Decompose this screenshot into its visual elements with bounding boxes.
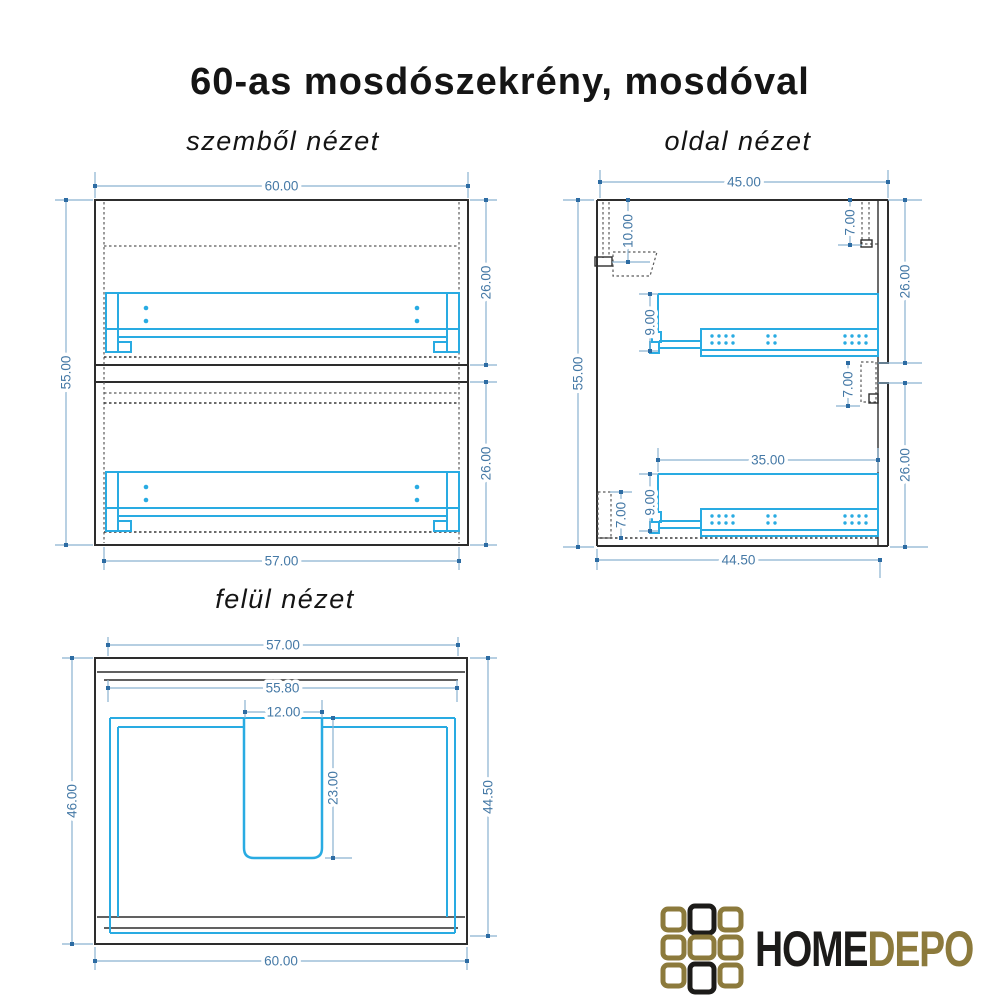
dim-front-width-bottom xyxy=(102,547,461,570)
dim-side-lower-right xyxy=(878,381,928,549)
side-lower-drawer-rail xyxy=(650,474,878,536)
dim-side-plinth-left xyxy=(610,490,632,540)
dim-label-side-hanger-left: 10.00 xyxy=(620,214,636,248)
top-view-drawing xyxy=(95,658,467,944)
dim-label-side-front-overlap: 7.00 xyxy=(840,371,856,398)
dim-label-side-lower-right: 26.00 xyxy=(897,448,913,482)
dim-side-hanger-left xyxy=(612,198,650,264)
front-view-title: szemből nézet xyxy=(186,126,380,156)
dim-label-side-rail-upper: 9.00 xyxy=(642,309,658,336)
dim-side-depth-top xyxy=(598,170,890,198)
dimension-layer xyxy=(55,170,928,970)
dim-label-side-drawer-depth: 35.00 xyxy=(751,452,785,468)
dim-label-top-width-top: 57.00 xyxy=(266,637,300,653)
dim-label-top-cutout-width: 12.00 xyxy=(266,704,301,720)
logo-wordmark xyxy=(755,920,973,978)
top-sink-cutout xyxy=(244,718,322,858)
dim-label-side-height-left: 55.00 xyxy=(570,356,586,391)
top-cabinet-walls xyxy=(110,718,455,933)
dim-label-front-height-left: 55.00 xyxy=(58,355,74,390)
dim-front-upper-right xyxy=(470,198,497,367)
dim-label-side-upper-right: 26.00 xyxy=(897,264,913,299)
side-view-title: oldal nézet xyxy=(664,126,812,156)
dim-front-width-top xyxy=(93,172,470,198)
dim-side-rail-lower xyxy=(639,472,658,533)
dim-label-side-rail-lower: 9.00 xyxy=(642,489,658,516)
dim-label-side-plinth-left: 7.00 xyxy=(613,501,629,529)
dim-label-front-lower-right: 26.00 xyxy=(478,446,494,481)
dim-side-hanger-right xyxy=(838,198,862,247)
top-view-title: felül nézet xyxy=(215,584,355,614)
dim-side-upper-right xyxy=(878,198,922,365)
dim-side-depth-bottom xyxy=(595,549,882,578)
dim-label-top-depth-right: 44.50 xyxy=(480,780,496,814)
homedepo-logo xyxy=(659,902,1000,996)
top-carcass xyxy=(95,658,467,944)
dim-top-width-bottom xyxy=(93,947,469,970)
dim-side-front-overlap xyxy=(836,361,860,408)
dim-label-front-width-top: 60.00 xyxy=(264,178,299,194)
logo-text-depo: DEPO xyxy=(867,921,974,977)
dim-label-top-depth-left: 46.00 xyxy=(64,784,80,818)
page-title: 60-as mosdószekrény, mosdóval xyxy=(190,61,810,104)
dim-label-front-width-bottom: 57.00 xyxy=(264,553,299,569)
dim-side-drawer-depth xyxy=(656,448,880,472)
dim-front-lower-right xyxy=(470,380,497,547)
dim-side-height-left xyxy=(563,198,594,549)
dim-label-side-depth-bottom: 44.50 xyxy=(721,552,756,568)
dim-label-top-cutout-depth: 23.00 xyxy=(325,771,341,805)
dim-top-depth-right xyxy=(470,656,497,938)
logo-text-home: HOME xyxy=(755,921,868,977)
side-upper-drawer-rail xyxy=(650,294,878,356)
dim-label-front-upper-right: 26.00 xyxy=(478,265,494,300)
front-lower-drawer-rail xyxy=(106,472,459,531)
dim-label-side-depth-top: 45.00 xyxy=(727,174,761,190)
dim-label-top-width-bottom: 60.00 xyxy=(264,953,298,969)
front-upper-drawer-rail xyxy=(106,293,459,352)
logo-grid-icon xyxy=(659,902,745,996)
dim-front-height-left xyxy=(55,198,93,547)
dim-top-cutout-width xyxy=(243,700,324,720)
dim-side-rail-upper xyxy=(639,292,658,353)
dim-top-width-top xyxy=(106,637,460,656)
front-carcass xyxy=(95,200,468,545)
dim-top-cutout-depth xyxy=(325,716,352,860)
dim-top-inner-width xyxy=(106,680,459,702)
dim-label-top-inner-width: 55.80 xyxy=(265,680,300,696)
dim-top-depth-left xyxy=(62,656,93,946)
front-view-drawing xyxy=(95,200,468,545)
dim-label-side-hanger-right: 7.00 xyxy=(842,209,858,236)
side-wall-brackets xyxy=(595,202,878,538)
